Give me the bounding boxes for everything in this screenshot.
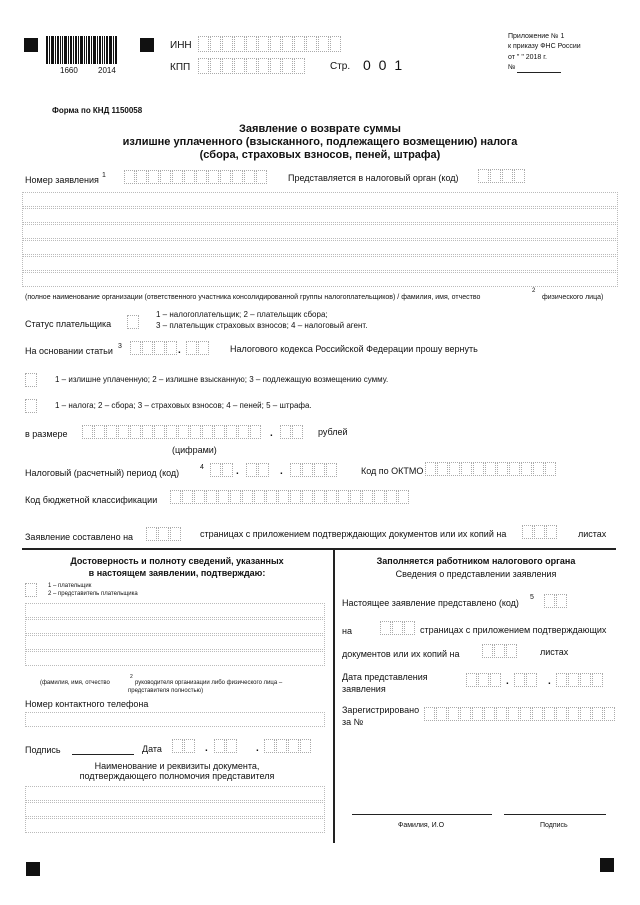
amount-kopecks-cells[interactable] (280, 425, 304, 439)
org-name-row-5[interactable] (22, 256, 618, 271)
date-submitted-month[interactable] (514, 673, 538, 687)
appendix-line-4: № (508, 64, 516, 71)
barcode (46, 36, 118, 64)
date-submitted-year[interactable] (556, 673, 604, 687)
period-dot-2: . (280, 466, 283, 477)
date-submitted-dot-2: . (548, 676, 551, 687)
form-title-3: (сбора, страховых взносов, пеней, штрафа) (199, 149, 441, 161)
status-label: Статус плательщика (25, 319, 112, 329)
submitted-label: Настоящее заявление представлено (код) (342, 598, 519, 608)
right-on-label: на (342, 626, 352, 636)
period-cells-1[interactable] (210, 463, 234, 477)
appendix-line-3: от " " 2018 г. (508, 54, 547, 61)
status-option-2: 3 – плательщик страховых взносов; 4 – налоговый агент. (156, 321, 368, 330)
sign-date-dot-2: . (256, 743, 259, 754)
status-option-1: 1 – налогоплательщик; 2 – плательщик сбора; (156, 310, 328, 319)
org-name-row-6[interactable] (22, 272, 618, 287)
registered-label-2: за № (342, 717, 364, 727)
date-label: Дата (142, 744, 162, 754)
org-name-row-4[interactable] (22, 240, 618, 255)
employee-sign-line[interactable] (504, 814, 606, 815)
fio-note-3: представителя полностью) (128, 688, 204, 694)
phone-label: Номер контактного телефона (25, 699, 149, 709)
employee-sign-label: Подпись (540, 822, 568, 829)
payment-type-options: 1 – налога; 2 – сбора; 3 – страховых взносов; 4 – пеней; 5 – штрафа. (55, 401, 312, 410)
sign-label: Подпись (25, 745, 61, 755)
submitted-code-cells[interactable] (544, 594, 568, 608)
org-name-note-end: физического лица) (542, 294, 604, 301)
app-number-label: Номер заявления (25, 175, 99, 185)
pages-cells[interactable] (146, 527, 182, 541)
submitted-sup: 5 (530, 594, 534, 601)
form-title-2: излишне уплаченного (взысканного, подлежащего возмещению) налога (122, 136, 518, 148)
doc-row-3[interactable] (25, 818, 325, 833)
app-number-cells[interactable] (124, 170, 268, 184)
phone-row[interactable] (25, 712, 325, 727)
amount-label: в размере (25, 429, 68, 439)
sign-date-year[interactable] (264, 739, 312, 753)
barcode-number-right: 2014 (98, 66, 116, 75)
left-title-2: в настоящем заявлении, подтверждаю: (88, 568, 266, 578)
corner-marker-top-left (24, 38, 38, 52)
registered-label-1: Зарегистрировано (342, 705, 420, 715)
signer-fio-row-1[interactable] (25, 603, 325, 618)
article-part-cells[interactable] (186, 341, 210, 355)
doc-title-1: Наименование и реквизиты документа, (94, 761, 260, 771)
fio-note-1: (фамилия, имя, отчество (40, 680, 110, 686)
basis-label: На основании статьи (25, 346, 113, 356)
status-cell[interactable] (127, 315, 140, 329)
barcode-number-left: 1660 (60, 66, 78, 75)
doc-row-2[interactable] (25, 802, 325, 817)
employee-fio-line[interactable] (352, 814, 492, 815)
sign-line[interactable] (72, 754, 134, 755)
article-dot: . (178, 345, 181, 356)
org-name-note-sup: 2 (532, 288, 536, 294)
doc-title-2: подтверждающего полномочия представителя (79, 771, 275, 781)
kpp-label: КПП (170, 62, 191, 73)
form-title-1: Заявление о возврате суммы (239, 123, 401, 135)
date-submitted-day[interactable] (466, 673, 502, 687)
appendix-number-line (517, 72, 561, 73)
right-subtitle: Сведения о представлении заявления (395, 569, 557, 579)
signer-fio-row-3[interactable] (25, 635, 325, 650)
period-sup: 4 (200, 464, 204, 471)
pages-label: Заявление составлено на (25, 532, 134, 542)
sheets-label: листах (578, 529, 607, 539)
tax-office-code-cells[interactable] (478, 169, 526, 183)
period-cells-3[interactable] (290, 463, 338, 477)
org-name-note: (полное наименование организации (ответственного участника консолидированной группы налогоплательщиков) / фамилия, имя, отчество (25, 294, 481, 301)
registration-number-cells[interactable] (424, 707, 616, 721)
article-cells[interactable] (130, 341, 178, 355)
page-label: Стр. (330, 61, 351, 72)
inn-label: ИНН (170, 40, 192, 51)
kbk-label: Код бюджетной классификации (25, 495, 158, 505)
appendix-line-2: к приказу ФНС России (508, 43, 581, 50)
sheets-cells[interactable] (522, 525, 558, 539)
pages-text: страницах с приложением подтверждающих документов или их копий на (200, 529, 507, 539)
signer-fio-row-2[interactable] (25, 619, 325, 634)
period-label: Налоговый (расчетный) период (код) (25, 468, 180, 478)
right-pages-cells[interactable] (380, 621, 416, 635)
period-cells-2[interactable] (246, 463, 270, 477)
kbk-cells[interactable] (170, 490, 410, 504)
signer-fio-row-4[interactable] (25, 651, 325, 666)
appendix-line-1: Приложение № 1 (508, 33, 565, 40)
form-knd: Форма по КНД 1150058 (52, 106, 143, 115)
app-number-sup: 1 (102, 172, 106, 179)
period-dot-1: . (236, 466, 239, 477)
inn-cells[interactable] (198, 36, 342, 52)
basis-sup: 3 (118, 343, 122, 350)
signer-type-cell[interactable] (25, 583, 38, 597)
doc-row-1[interactable] (25, 786, 325, 801)
sign-date-day[interactable] (172, 739, 196, 753)
fio-note-sup: 2 (130, 674, 133, 680)
basis-text: Налогового кодекса Российской Федерации прошу вернуть (230, 344, 478, 354)
amount-dot: . (270, 428, 273, 439)
sign-date-dot-1: . (205, 743, 208, 754)
org-name-row-1[interactable] (22, 192, 618, 207)
right-sheets-label: листах (540, 647, 569, 657)
payment-type-cell[interactable] (25, 399, 38, 413)
signer-option-2: 2 – представитель плательщика (48, 591, 138, 597)
section-divider-vertical (333, 548, 335, 843)
refund-type-cell[interactable] (25, 373, 38, 387)
date-submitted-dot-1: . (506, 676, 509, 687)
kpp-cells[interactable] (198, 58, 306, 74)
date-submitted-label-1: Дата представления (342, 672, 428, 682)
submitted-to-label: Представляется в налоговый орган (код) (288, 173, 459, 183)
fio-note-2: руководителя организации либо физического лица – (135, 680, 283, 686)
section-divider-top (22, 548, 616, 550)
sign-date-month[interactable] (214, 739, 238, 753)
refund-type-options: 1 – излишне уплаченную; 2 – излишне взысканную; 3 – подлежащую возмещению сумму. (55, 375, 389, 384)
rubles-label: рублей (318, 427, 348, 437)
org-name-row-3[interactable] (22, 224, 618, 239)
signer-option-1: 1 – плательщик (48, 583, 92, 589)
corner-marker-top-mid (140, 38, 154, 52)
left-title-1: Достоверность и полноту сведений, указанных (70, 556, 284, 566)
amount-cells[interactable] (82, 425, 262, 439)
right-pages-with: страницах с приложением подтверждающих (420, 625, 607, 635)
right-title: Заполняется работником налогового органа (376, 556, 576, 566)
oktmo-cells[interactable] (425, 462, 557, 476)
org-name-row-2[interactable] (22, 208, 618, 223)
right-sheets-cells[interactable] (482, 644, 518, 658)
oktmo-label: Код по ОКТМО (361, 466, 424, 476)
page-number: 0 0 1 (363, 57, 405, 73)
date-submitted-label-2: заявления (342, 684, 386, 694)
right-docs-copies: документов или их копий на (342, 649, 460, 659)
digits-note: (цифрами) (172, 445, 217, 455)
corner-marker-bottom-right (600, 858, 614, 872)
employee-fio-label: Фамилия, И.О (398, 822, 445, 829)
corner-marker-bottom-left (26, 862, 40, 876)
